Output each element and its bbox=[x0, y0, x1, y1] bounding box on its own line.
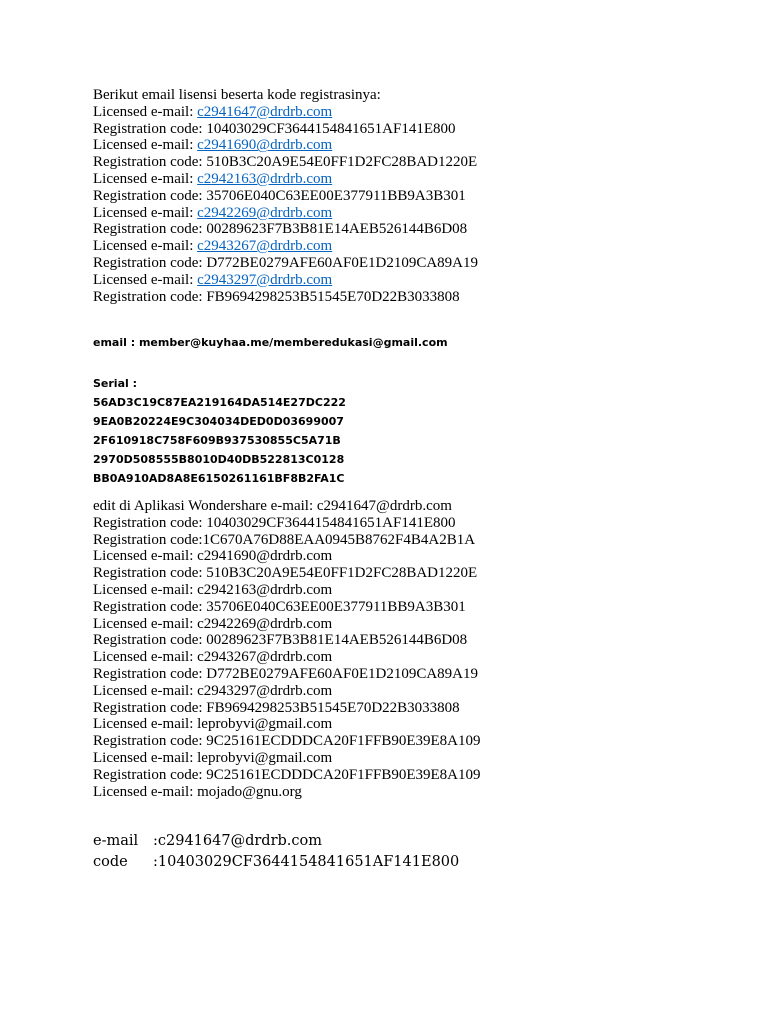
member-email-line: email : member@kuyhaa.me/memberedukasi@gmail.com bbox=[93, 336, 448, 349]
text-line: Registration code: 35706E040C63EE00E377911BB9A3B301 bbox=[93, 598, 466, 615]
text-line: Licensed e-mail: leprobyvi@gmail.com bbox=[93, 716, 333, 733]
text-line: Licensed e-mail: mojado@gnu.org bbox=[93, 783, 302, 800]
email-link[interactable]: c2942269@drdrb.com bbox=[197, 204, 333, 221]
license-email-line: Licensed e-mail: c2943267@drdrb.com bbox=[93, 238, 333, 255]
wondershare-license-list bbox=[93, 498, 481, 800]
registration-code-line: Registration code: 510B3C20A9E54E0FF1D2FC28BAD1220E bbox=[93, 154, 478, 171]
email-link[interactable]: c2942163@drdrb.com bbox=[197, 170, 333, 187]
text-line: Registration code: FB9694298253B51545E70D22B3033808 bbox=[93, 699, 460, 716]
text-line: Licensed e-mail: c2943267@drdrb.com bbox=[93, 649, 333, 666]
license-email-line: Licensed e-mail: c2942163@drdrb.com bbox=[93, 170, 333, 187]
email-link[interactable]: c2941647@drdrb.com bbox=[197, 103, 333, 120]
license-email-line: Licensed e-mail: c2941647@drdrb.com bbox=[93, 103, 333, 120]
serial-label: Serial : bbox=[93, 377, 137, 390]
summary-block bbox=[93, 831, 459, 873]
text-line: edit di Aplikasi Wondershare e-mail: c2941647@drdrb.com bbox=[93, 498, 452, 514]
serial-key: BB0A910AD8A8E6150261161BF8B2FA1C bbox=[93, 472, 345, 485]
registration-code-line: Registration code: FB9694298253B51545E70D22B3033808 bbox=[93, 288, 460, 305]
email-link[interactable]: c2943297@drdrb.com bbox=[197, 271, 333, 288]
registration-code-line: Registration code: D772BE0279AFE60AF0E1D2109CA89A19 bbox=[93, 254, 478, 271]
license-email-line: Licensed e-mail: c2943297@drdrb.com bbox=[93, 271, 333, 288]
text-line: Licensed e-mail: c2942163@drdrb.com bbox=[93, 581, 333, 598]
registration-code-line: Registration code: 10403029CF3644154841651AF141E800 bbox=[93, 120, 456, 137]
serial-key: 2F610918C758F609B937530855C5A71B bbox=[93, 434, 341, 447]
summary-email-line: e-mail :c2941647@drdrb.com bbox=[93, 833, 323, 849]
summary-code-line: code :10403029CF3644154841651AF141E800 bbox=[93, 854, 460, 870]
registration-code-line: Registration code: 35706E040C63EE00E377911BB9A3B301 bbox=[93, 187, 466, 204]
text-line: Registration code: D772BE0279AFE60AF0E1D2109CA89A19 bbox=[93, 665, 478, 682]
license-email-line: Licensed e-mail: c2941690@drdrb.com bbox=[93, 137, 333, 154]
text-line: Registration code: 00289623F7B3B81E14AEB526144B6D08 bbox=[93, 632, 468, 649]
text-line: Licensed e-mail: c2941690@drdrb.com bbox=[93, 548, 333, 565]
serial-key: 56AD3C19C87EA219164DA514E27DC222 bbox=[93, 396, 346, 409]
email-link[interactable]: c2943267@drdrb.com bbox=[197, 238, 333, 255]
text-line: Licensed e-mail: leprobyvi@gmail.com bbox=[93, 749, 333, 766]
text-line: Registration code:1C670A76D88EAA0945B8762F4B4A2B1A bbox=[93, 531, 476, 548]
text-line: Registration code: 510B3C20A9E54E0FF1D2FC28BAD1220E bbox=[93, 565, 478, 582]
serial-key: 2970D508555B8010D40DB522813C0128 bbox=[93, 453, 345, 466]
email-link[interactable]: c2941690@drdrb.com bbox=[197, 137, 333, 154]
text-line: Licensed e-mail: c2942269@drdrb.com bbox=[93, 615, 333, 632]
registration-code-line: Registration code: 00289623F7B3B81E14AEB526144B6D08 bbox=[93, 221, 468, 238]
text-line: Registration code: 9C25161ECDDDCA20F1FFB90E39E8A109 bbox=[93, 733, 481, 750]
serial-key: 9EA0B20224E9C304034DED0D03699007 bbox=[93, 415, 344, 428]
text-line: Licensed e-mail: c2943297@drdrb.com bbox=[93, 682, 333, 699]
serial-list bbox=[93, 374, 346, 488]
intro-text: Berikut email lisensi beserta kode registrasinya: bbox=[93, 87, 381, 103]
text-line: Registration code: 9C25161ECDDDCA20F1FFB90E39E8A109 bbox=[93, 766, 481, 783]
license-email-line: Licensed e-mail: c2942269@drdrb.com bbox=[93, 204, 333, 221]
text-line: Registration code: 10403029CF3644154841651AF141E800 bbox=[93, 514, 456, 531]
license-list bbox=[93, 87, 478, 305]
